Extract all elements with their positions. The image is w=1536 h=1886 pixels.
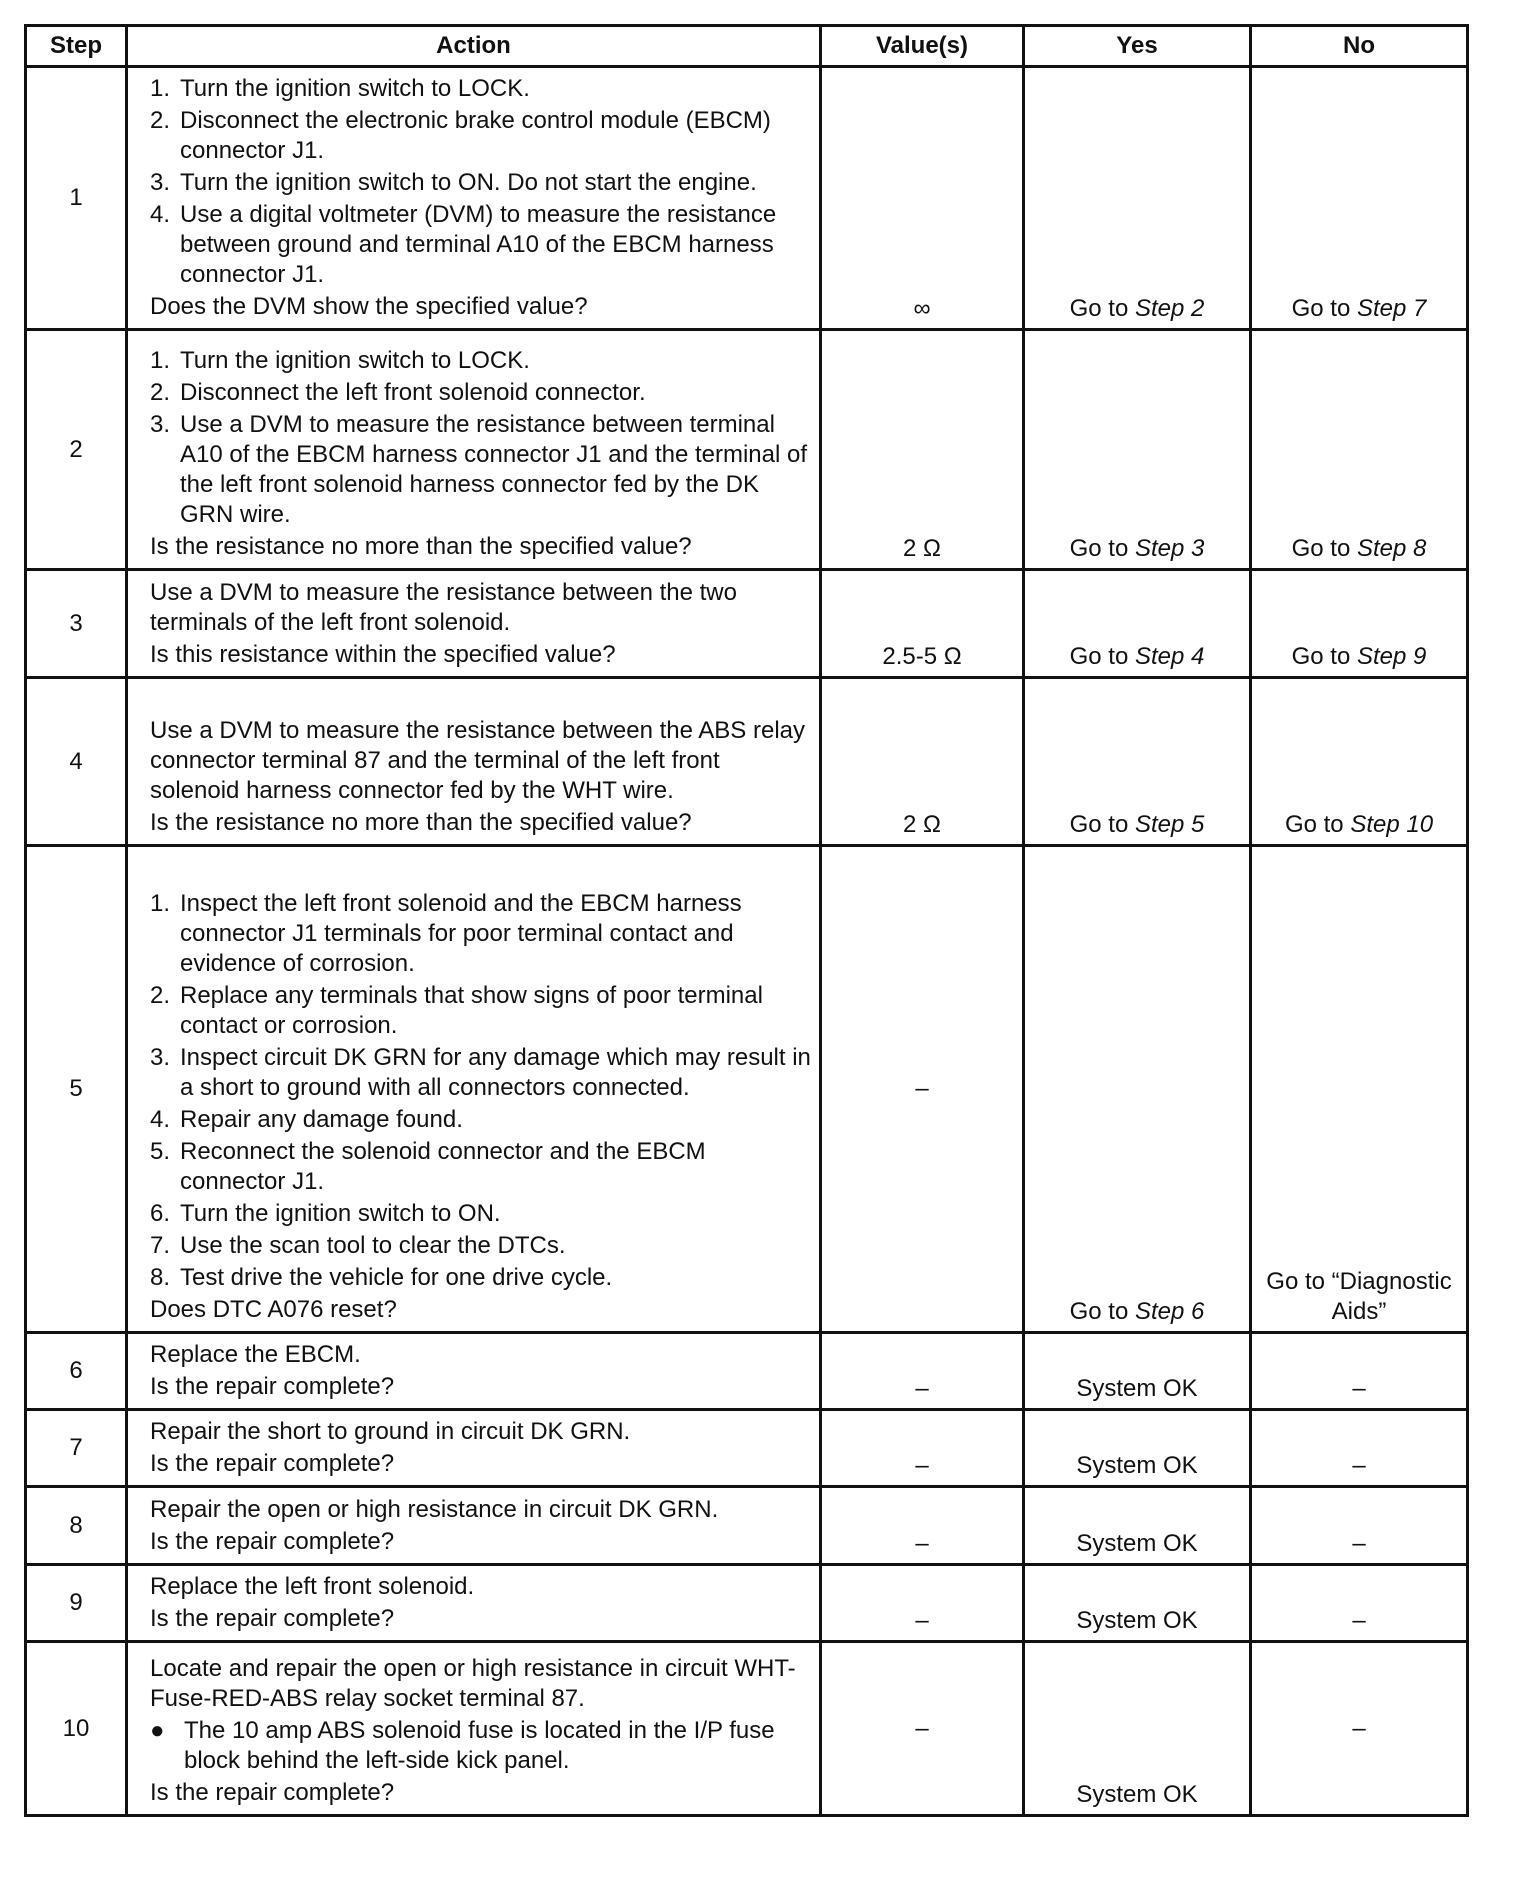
item-text: Disconnect the electronic brake control module (EBCM) connector J1. [180, 107, 771, 164]
step-number: 7 [26, 1410, 127, 1487]
step-reference: Step 6 [1134, 1298, 1205, 1325]
item-number: 1. [150, 890, 171, 917]
yes-cell [1024, 1333, 1251, 1410]
item-number: 4. [150, 201, 171, 228]
value-cell: – [821, 1565, 1024, 1642]
item-text: Turn the ignition switch to LOCK. [180, 75, 530, 102]
bullet-icon: ● [150, 1717, 165, 1744]
item-text: Turn the ignition switch to ON. [180, 1200, 501, 1227]
step-number: 9 [26, 1565, 127, 1642]
value-cell: – [821, 1642, 1024, 1816]
step-number: 6 [26, 1333, 127, 1410]
action-text: Use a DVM to measure the resistance between the two terminals of the left front solenoid. [150, 579, 737, 636]
numbered-item [150, 378, 811, 408]
numbered-item [150, 1043, 811, 1103]
table-row [26, 678, 1468, 846]
action-text: Is this resistance within the specified value? [150, 641, 616, 668]
item-number: 8. [150, 1264, 171, 1291]
item-number: 2. [150, 982, 171, 1009]
step-number: 1 [26, 67, 127, 330]
numbered-item [150, 346, 811, 376]
item-text: Inspect the left front solenoid and the EBCM harness connector J1 terminals for poor terminal contact and evidence of corrosion. [180, 890, 742, 977]
result-text: Go to [1069, 535, 1135, 562]
item-text: Test drive the vehicle for one drive cycle. [180, 1264, 613, 1291]
diagnostic-table [24, 24, 1469, 1817]
action-text: Is the repair complete? [150, 1779, 395, 1806]
result-text: – [1352, 1607, 1366, 1634]
result-text: – [1352, 1714, 1366, 1742]
action-cell [127, 1410, 821, 1487]
item-text: The 10 amp ABS solenoid fuse is located in the I/P fuse block behind the left-side kick panel. [184, 1717, 775, 1774]
action-cell [127, 1487, 821, 1565]
no-cell [1251, 1642, 1468, 1816]
step-reference: Step 3 [1134, 535, 1205, 562]
header-yes: Yes [1024, 26, 1251, 67]
value-cell: 2 Ω [821, 330, 1024, 570]
action-text: Is the repair complete? [150, 1450, 395, 1477]
value-cell: 2 Ω [821, 678, 1024, 846]
numbered-item [150, 410, 811, 530]
table-row [26, 1487, 1468, 1565]
result-text: Go to [1291, 535, 1357, 562]
table-row [26, 67, 1468, 330]
result-text: Go to [1284, 811, 1351, 838]
item-text: Use a DVM to measure the resistance between terminal A10 of the EBCM harness connector J1 and the terminal of the left front solenoid harness connector fed by the DK GRN wire. [180, 411, 808, 528]
result-text: Go to [1069, 811, 1135, 838]
action-text: Use a DVM to measure the resistance between the ABS relay connector terminal 87 and the terminal of the left front solenoid harness connector fed by the WHT wire. [150, 717, 805, 804]
item-text: Inspect circuit DK GRN for any damage which may result in a short to ground with all connectors connected. [180, 1044, 811, 1101]
action-cell [127, 1642, 821, 1816]
no-cell [1251, 1333, 1468, 1410]
numbered-item [150, 1231, 811, 1261]
item-number: 6. [150, 1200, 171, 1227]
action-text: Is the resistance no more than the specified value? [150, 533, 692, 560]
yes-cell [1024, 846, 1251, 1333]
item-number: 3. [150, 411, 171, 438]
step-number: 5 [26, 846, 127, 1333]
action-cell [127, 846, 821, 1333]
yes-cell [1024, 1565, 1251, 1642]
result-text: Go to [1069, 295, 1135, 322]
action-text: Is the repair complete? [150, 1528, 395, 1555]
step-reference: Step 8 [1356, 535, 1427, 562]
value-cell: – [821, 846, 1024, 1333]
header-action: Action [127, 26, 821, 67]
header-no: No [1251, 26, 1468, 67]
action-text: Is the repair complete? [150, 1373, 395, 1400]
table-row [26, 330, 1468, 570]
yes-cell [1024, 1487, 1251, 1565]
action-text: Does the DVM show the specified value? [150, 293, 588, 320]
item-number: 4. [150, 1106, 171, 1133]
action-text: Replace the left front solenoid. [150, 1573, 475, 1600]
action-cell [127, 330, 821, 570]
numbered-item [150, 1105, 811, 1135]
item-number: 2. [150, 107, 171, 134]
result-text: Go to [1069, 643, 1135, 670]
numbered-item [150, 106, 811, 166]
value-cell: 2.5-5 Ω [821, 570, 1024, 678]
header-step: Step [26, 26, 127, 67]
table-row [26, 570, 1468, 678]
no-cell [1251, 570, 1468, 678]
table-row [26, 846, 1468, 1333]
result-text: Go to [1291, 643, 1357, 670]
result-text: Go to “Diagnostic Aids” [1266, 1268, 1452, 1325]
item-text: Use a digital voltmeter (DVM) to measure the resistance between ground and terminal A10 of the EBCM harness connector J1. [180, 201, 777, 288]
value-cell: – [821, 1410, 1024, 1487]
item-number: 7. [150, 1232, 171, 1259]
yes-cell [1024, 1410, 1251, 1487]
action-cell [127, 678, 821, 846]
numbered-item [150, 1263, 811, 1293]
table-body [26, 67, 1468, 1816]
no-cell [1251, 1487, 1468, 1565]
item-text: Turn the ignition switch to LOCK. [180, 347, 530, 374]
action-text: Is the repair complete? [150, 1605, 395, 1632]
result-text: Go to [1291, 295, 1357, 322]
item-text: Repair any damage found. [180, 1106, 463, 1133]
action-cell [127, 1565, 821, 1642]
header-row [26, 26, 1468, 67]
step-number: 4 [26, 678, 127, 846]
step-reference: Step 4 [1134, 643, 1205, 670]
numbered-item [150, 200, 811, 290]
result-text: System OK [1076, 1781, 1198, 1808]
result-text: – [1352, 1452, 1366, 1479]
item-text: Disconnect the left front solenoid connector. [180, 379, 646, 406]
result-text: System OK [1076, 1607, 1198, 1634]
value-cell: ∞ [821, 67, 1024, 330]
action-text: Repair the open or high resistance in circuit DK GRN. [150, 1496, 719, 1523]
numbered-item [150, 889, 811, 979]
no-cell [1251, 330, 1468, 570]
step-number: 3 [26, 570, 127, 678]
numbered-item [150, 981, 811, 1041]
item-text: Turn the ignition switch to ON. Do not start the engine. [180, 169, 757, 196]
action-text: Locate and repair the open or high resistance in circuit WHT-Fuse-RED-ABS relay socket terminal 87. [150, 1655, 796, 1712]
step-number: 10 [26, 1642, 127, 1816]
action-cell [127, 570, 821, 678]
action-text: Does DTC A076 reset? [150, 1296, 397, 1323]
table-row [26, 1565, 1468, 1642]
no-cell [1251, 678, 1468, 846]
step-reference: Step 7 [1356, 295, 1427, 322]
yes-cell [1024, 330, 1251, 570]
table-row [26, 1333, 1468, 1410]
result-text: System OK [1076, 1375, 1198, 1402]
yes-cell [1024, 67, 1251, 330]
table-row [26, 1410, 1468, 1487]
item-number: 3. [150, 169, 171, 196]
header-values: Value(s) [821, 26, 1024, 67]
item-number: 3. [150, 1044, 171, 1071]
action-cell [127, 67, 821, 330]
action-text: Repair the short to ground in circuit DK GRN. [150, 1418, 631, 1445]
bullet-item [150, 1716, 811, 1776]
result-text: System OK [1076, 1452, 1198, 1479]
table-row [26, 1642, 1468, 1816]
no-cell [1251, 67, 1468, 330]
no-cell [1251, 1410, 1468, 1487]
item-text: Replace any terminals that show signs of poor terminal contact or corrosion. [180, 982, 763, 1039]
step-reference: Step 5 [1134, 811, 1205, 838]
action-text: Replace the EBCM. [150, 1341, 361, 1368]
no-cell [1251, 846, 1468, 1333]
item-number: 1. [150, 75, 171, 102]
result-text: – [1352, 1530, 1366, 1557]
step-reference: Step 2 [1134, 295, 1205, 322]
yes-cell [1024, 678, 1251, 846]
yes-cell [1024, 1642, 1251, 1816]
step-reference: Step 9 [1356, 643, 1427, 670]
item-text: Reconnect the solenoid connector and the EBCM connector J1. [180, 1138, 706, 1195]
step-number: 8 [26, 1487, 127, 1565]
step-reference: Step 10 [1350, 811, 1434, 838]
numbered-item [150, 74, 811, 104]
result-text: – [1352, 1375, 1366, 1402]
value-cell: – [821, 1333, 1024, 1410]
numbered-item [150, 1137, 811, 1197]
numbered-item [150, 1199, 811, 1229]
item-text: Use the scan tool to clear the DTCs. [180, 1232, 566, 1259]
item-number: 5. [150, 1138, 171, 1165]
result-text: System OK [1076, 1530, 1198, 1557]
action-text: Is the resistance no more than the specified value? [150, 809, 692, 836]
result-text: Go to [1069, 1298, 1135, 1325]
action-cell [127, 1333, 821, 1410]
yes-cell [1024, 570, 1251, 678]
item-number: 2. [150, 379, 171, 406]
step-number: 2 [26, 330, 127, 570]
no-cell [1251, 1565, 1468, 1642]
numbered-item [150, 168, 811, 198]
value-cell: – [821, 1487, 1024, 1565]
item-number: 1. [150, 347, 171, 374]
